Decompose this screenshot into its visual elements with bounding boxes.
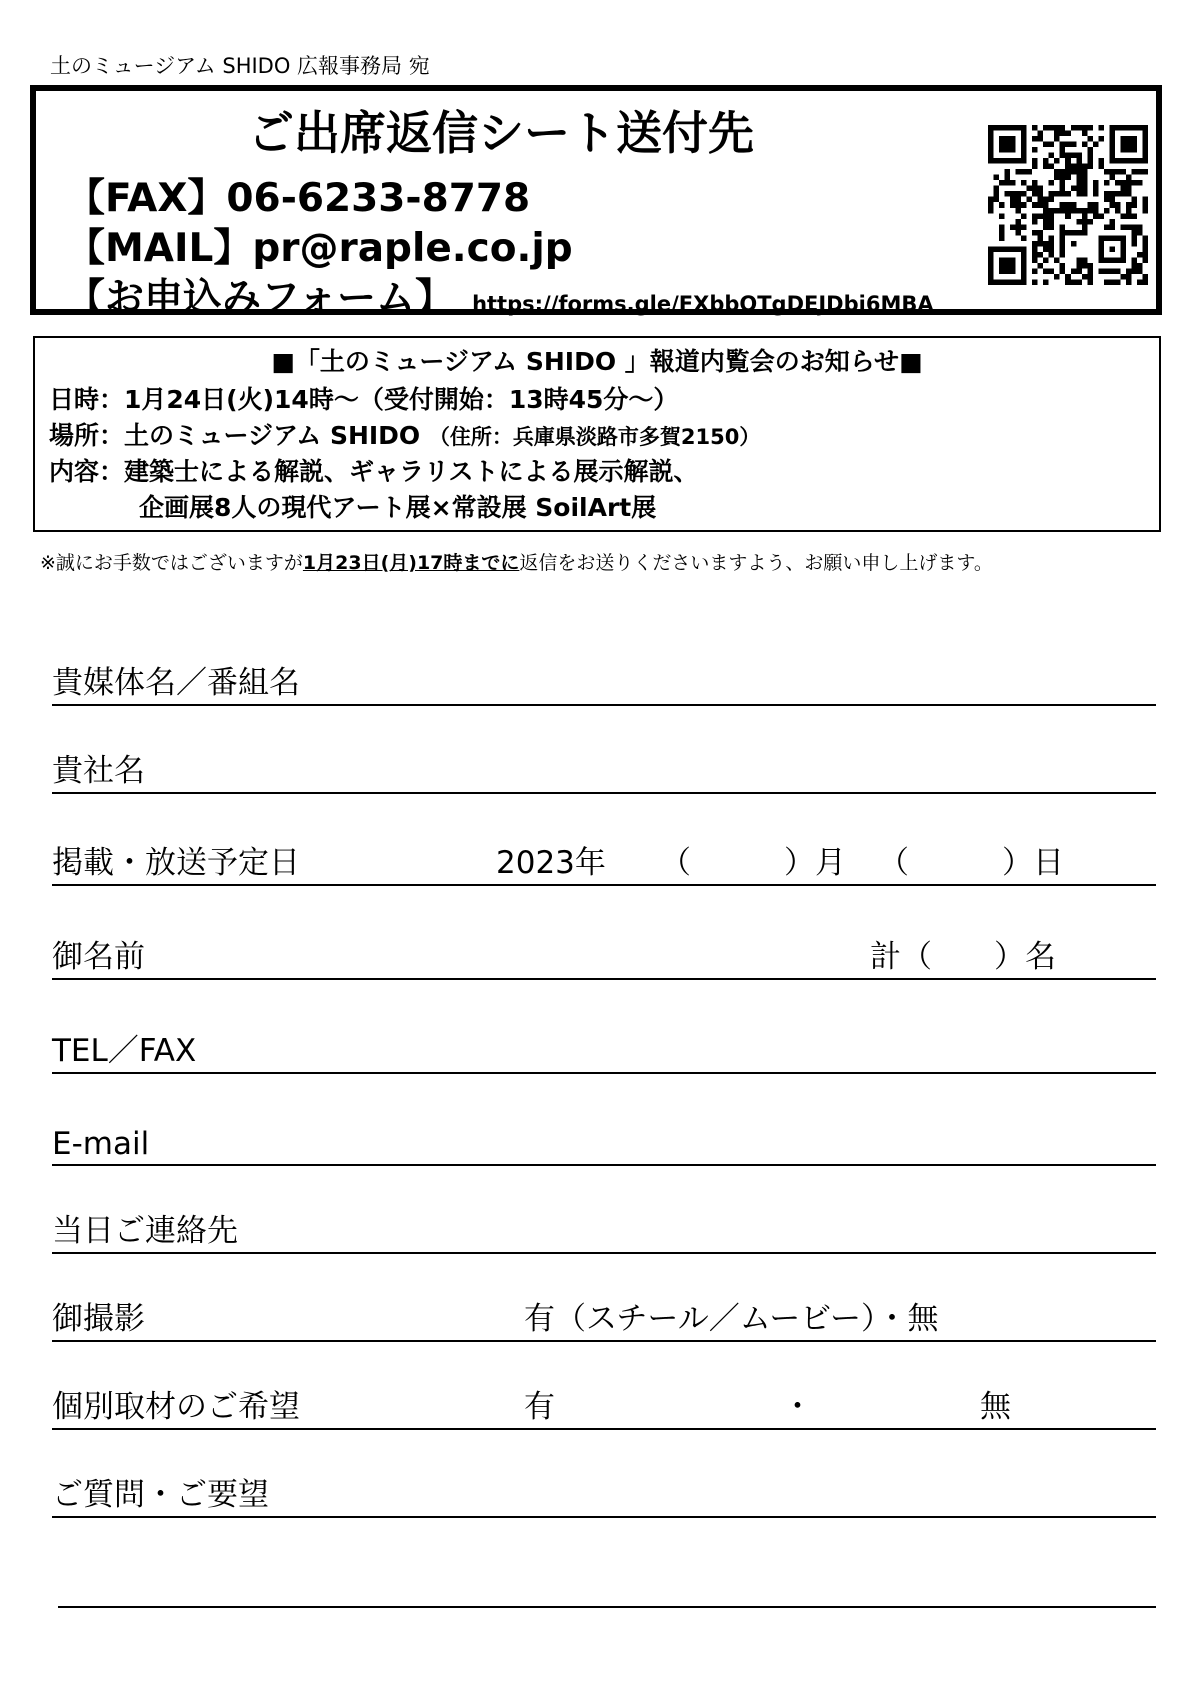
field-interview[interactable] [52, 1376, 1156, 1430]
fax-number: 【FAX】06-6233-8778 [66, 176, 531, 221]
info-place: 場所：土のミュージアム SHIDO [49, 421, 421, 450]
field-company[interactable] [52, 740, 1156, 794]
deadline-notice [40, 548, 993, 575]
interview-separator: ・ [782, 1389, 813, 1425]
form-line [66, 267, 934, 323]
photo-options[interactable]: 有（スチール／ムービー）・無 [524, 1301, 939, 1337]
field-label: E-mail [52, 1126, 150, 1162]
info-content-line-2: 企画展8人の現代アート展×常設展 SoilArt展 [139, 493, 657, 522]
interview-no[interactable]: 無 [980, 1389, 1011, 1425]
send-to-box [30, 85, 1162, 321]
mail-address[interactable]: 【MAIL】pr@raple.co.jp [66, 226, 573, 271]
attendee-count[interactable]: 計（ ）名 [870, 939, 1056, 975]
field-name[interactable] [52, 926, 1156, 980]
publish-day-blank[interactable]: （ ）日 [878, 845, 1064, 881]
field-label: 当日ご連絡先 [52, 1213, 238, 1249]
field-label: 貴媒体名／番組名 [52, 665, 300, 701]
field-label: 掲載・放送予定日 [52, 845, 300, 881]
field-label: 貴社名 [52, 753, 145, 789]
form-url-link[interactable]: https://forms.gle/FXbbQTgDEJDbi6MBA [472, 292, 934, 316]
field-label: 個別取材のご希望 [52, 1389, 300, 1425]
field-label: ご質問・ご要望 [52, 1477, 269, 1513]
field-photo[interactable] [52, 1288, 1156, 1342]
info-place-address: （住所：兵庫県淡路市多賀2150） [428, 425, 761, 449]
qr-code-icon[interactable] [988, 125, 1148, 285]
field-media-name[interactable] [52, 652, 1156, 706]
publish-month-blank[interactable]: （ ）月 [660, 845, 846, 881]
send-title: ご出席返信シート送付先 [248, 106, 754, 160]
interview-yes[interactable]: 有 [524, 1389, 555, 1425]
field-label: 御撮影 [52, 1301, 145, 1337]
field-email[interactable] [52, 1112, 1156, 1166]
info-heading: ■「土のミュージアム SHIDO 」報道内覧会のお知らせ■ [271, 347, 923, 376]
addressee: 土のミュージアム SHIDO 広報事務局 宛 [50, 54, 430, 78]
field-day-contact[interactable] [52, 1200, 1156, 1254]
info-datetime: 日時：1月24日(火)14時～（受付開始：13時45分～） [49, 385, 679, 414]
field-label: 御名前 [52, 939, 145, 975]
questions-extra-line[interactable] [58, 1606, 1156, 1608]
field-tel-fax[interactable] [52, 1020, 1156, 1074]
info-place-row [49, 416, 760, 452]
notice-deadline: 1月23日(月)17時までに [302, 552, 520, 574]
notice-prefix: ※誠にお手数ではございますが [40, 552, 303, 574]
field-label: TEL／FAX [52, 1033, 197, 1069]
form-label: 【お申込みフォーム】 [66, 276, 455, 321]
field-publish-date[interactable] [52, 832, 1156, 886]
press-event-info [33, 336, 1161, 532]
info-content-line-1: 内容：建築士による解説、ギャラリストによる展示解説、 [49, 457, 699, 486]
field-questions[interactable] [52, 1464, 1156, 1518]
notice-suffix: 返信をお送りくださいますよう、お願い申し上げます。 [519, 552, 993, 574]
publish-year: 2023年 [496, 845, 606, 881]
